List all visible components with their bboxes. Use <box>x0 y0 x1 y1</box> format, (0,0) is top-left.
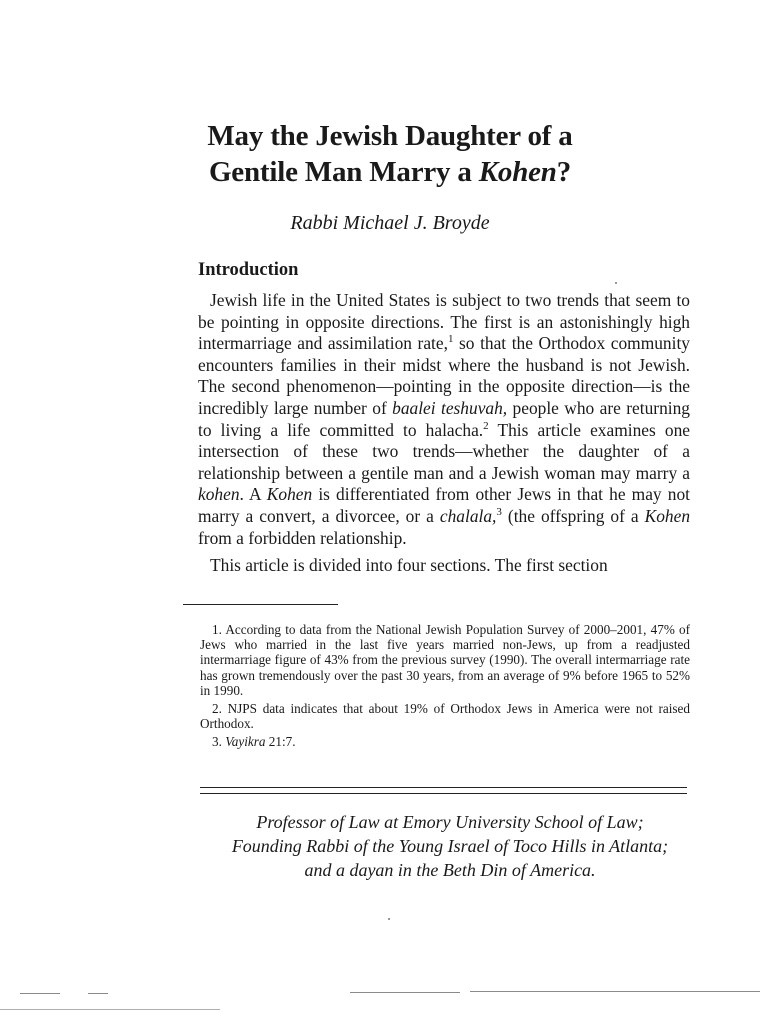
para1-text-4: This article examines one intersection of these two trends—whether the daughter of a relationship between a gentile man and a Jewish woman may marry a <box>198 419 690 483</box>
footnote-1: 1. According to data from the National Jewish Population Survey of 2000–2001, 47% of Jews who married in the last five years married non-Jews, up from a readjusted intermarriage figure of 43% from the previous survey (1990). The overall intermarriage rate has grown tremendously over the past 30 years, from an average of 9% before 1965 to 52% in 1990. <box>200 622 690 698</box>
para1-italic-4: chalala, <box>439 505 497 526</box>
para1-italic-5: Kohen <box>644 505 691 526</box>
para1-text-6: is differentiated from other Jews in that he may not marry a convert, a divorcee, or a <box>198 484 690 526</box>
footnotes <box>200 622 690 753</box>
para1-text-7: (the offspring of a <box>501 505 645 526</box>
section-heading-introduction: Introduction <box>198 260 299 280</box>
affiliation-line-2: Founding Rabbi of the Young Israel of Toco Hills in Atlanta; <box>231 836 669 856</box>
paragraph-1 <box>198 290 690 549</box>
affiliation-line-3: and a dayan in the Beth Din of America. <box>304 860 596 880</box>
para1-text-8: from a forbidden relationship. <box>198 527 407 548</box>
para1-text-3: people who are returning to living a life committed to halacha. <box>198 397 690 440</box>
para1-italic-1: baalei teshuvah, <box>392 397 508 418</box>
title-line-2-suffix: ? <box>556 156 572 188</box>
footnote-ref-3: 3 <box>496 506 502 519</box>
author-affiliation <box>150 810 750 882</box>
para1-italic-3: Kohen <box>266 484 313 505</box>
footnote-ref-2: 2 <box>483 419 489 432</box>
footnote-ref-1: 1 <box>447 333 454 346</box>
title-line-2-prefix: Gentile Man Marry a <box>208 156 479 188</box>
title-line-2-italic: Kohen <box>478 156 557 188</box>
para1-text-2: so that the Orthodox community encounters families in their midst where the husband is not Jewish. The second phenomenon—pointing in the opposite direction—is the incredibly large number of <box>198 333 690 418</box>
paragraph-2: This article is divided into four sections. The first section <box>210 555 608 576</box>
para1-text-1: Jewish life in the United States is subject to two trends that seem to be pointing in opposite directions. The first is an astonishingly high intermarriage and assimilation rate, <box>198 290 690 354</box>
footnote-3-citation: 21:7. <box>265 734 296 750</box>
footnote-3-number: 3. <box>212 734 226 750</box>
affiliation-divider <box>200 787 687 794</box>
article-body <box>198 290 690 577</box>
title-line-1: May the Jewish Daughter of a <box>207 120 573 152</box>
footnote-3-source: Vayikra <box>225 734 266 750</box>
para1-text-5: . A <box>239 484 267 505</box>
para1-italic-2: kohen <box>198 484 240 505</box>
scan-edge-artifacts <box>0 985 768 1013</box>
footnote-2: 2. NJPS data indicates that about 19% of Orthodox Jews in America were not raised Orthodox. <box>200 701 690 732</box>
footnote-3 <box>200 734 690 749</box>
affiliation-line-1: Professor of Law at Emory University School of Law; <box>256 812 644 832</box>
author-name: Rabbi Michael J. Broyde <box>290 212 490 234</box>
footnote-separator <box>183 604 338 605</box>
article-title <box>150 118 630 190</box>
scan-speck <box>388 918 390 920</box>
scan-speck <box>615 282 617 284</box>
